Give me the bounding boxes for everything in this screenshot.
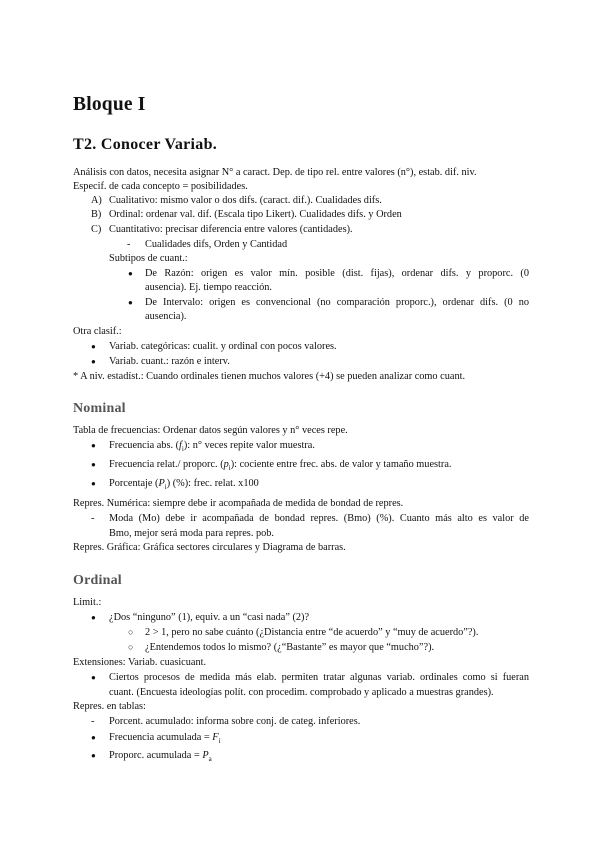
list-label: B) — [91, 209, 102, 220]
body-line: Repres. Numérica: siempre debe ir acompañada de medida de bondad de repres. — [73, 498, 404, 509]
list-item: Variab. cuant.: razón e interv. — [109, 356, 230, 367]
intro-line: Especif. de cada concepto = posibilidades. — [73, 181, 248, 192]
body-line: Repres. en tablas: — [73, 701, 146, 712]
list-label: C) — [91, 224, 102, 235]
page-title: Bloque I — [73, 94, 146, 115]
list-item: 2 > 1, pero no sabe cuánto (¿Distancia entre “de acuerdo” y “muy de acuerdo”?). — [145, 627, 479, 638]
list-item: Frecuencia acumulada = $F_i$ — [109, 732, 221, 746]
bullet-icon: ● — [91, 479, 96, 488]
list-item: ¿Dos “ninguno” (1), equiv. a un “casi nada” (2)? — [109, 612, 310, 623]
list-item: Ordinal: ordenar val. dif. (Escala tipo Likert). Cualidades difs. y Orden — [109, 209, 402, 220]
limit-label: Limit.: — [73, 597, 102, 608]
list-item: Cualitativo: mismo valor o dos difs. (caract. dif.). Cualidades difs. — [109, 195, 382, 206]
bullet-icon: ● — [91, 441, 96, 450]
subtypes-label: Subtipos de cuant.: — [109, 253, 188, 264]
list-item-cont: ausencia). — [145, 311, 187, 322]
bullet-icon: ● — [91, 357, 96, 366]
body-line: Extensiones: Variab. cuasicuant. — [73, 657, 207, 668]
bullet-icon: ● — [91, 673, 96, 682]
list-item: Porcent. acumulado: informa sobre conj. de categ. inferiores. — [109, 716, 361, 727]
bullet-icon: ● — [128, 298, 133, 307]
bullet-icon: ● — [91, 733, 96, 742]
list-item: Moda (Mo) debe ir acompañada de bondad repres. (Bmo) (%). Cuanto más alto es valor de — [109, 513, 529, 524]
intro-line: Análisis con datos, necesita asignar N° a caract. Dep. de tipo rel. entre valores (n°), estab. dif. niv. — [73, 167, 477, 178]
list-item: ¿Entendemos todos lo mismo? (¿“Bastante” es mayor que “mucho”?). — [145, 642, 435, 653]
list-item: De Intervalo: origen es convencional (no comparación proporc.), ordenar difs. (0 no — [145, 297, 529, 308]
bullet-icon: ● — [128, 269, 133, 278]
list-item: Porcentaje $(P_i)$ (%): frec. relat. x100 — [109, 478, 259, 492]
list-item: Frecuencia relat./ proporc. $(p_i)$: cociente entre frec. abs. de valor y tamaño muestra. — [109, 459, 452, 473]
list-item: De Razón: origen es valor mín. posible (dist. fijas), ordenar difs. y proporc. (0 — [145, 268, 529, 279]
list-item: Cualidades difs, Orden y Cantidad — [145, 239, 288, 250]
ordinal-heading: Ordinal — [73, 573, 122, 588]
bullet-icon: ● — [91, 613, 96, 622]
body-line: Repres. Gráfica: Gráfica sectores circulares y Diagrama de barras. — [73, 542, 346, 553]
list-item: Proporc. acumulada = $P_a$ — [109, 750, 212, 764]
note-line: * A niv. estadíst.: Cuando ordinales tienen muchos valores (+4) se pueden analizar como cuant. — [73, 371, 466, 382]
list-item-cont: ausencia). Ej. tiempo reacción. — [145, 282, 272, 293]
circle-bullet-icon: ○ — [128, 642, 134, 652]
circle-bullet-icon: ○ — [128, 627, 134, 637]
list-item: Variab. categóricas: cualit. y ordinal con pocos valores. — [109, 341, 337, 352]
bullet-icon: ● — [91, 751, 96, 760]
bullet-icon: ● — [91, 460, 96, 469]
list-item: Ciertos procesos de medida más elab. permiten tratar algunas variab. ordinales como si fueran — [109, 672, 529, 683]
dash-marker: - — [91, 513, 95, 524]
list-label: A) — [91, 195, 102, 206]
list-item: Frecuencia abs. $(f_i)$: n° veces repite valor muestra. — [109, 440, 315, 454]
dash-marker: - — [127, 239, 131, 250]
list-item: Cuantitativo: precisar diferencia entre valores (cantidades). — [109, 224, 353, 235]
bullet-icon: ● — [91, 342, 96, 351]
list-item-cont: Bmo, mejor será moda para repres. pob. — [109, 528, 274, 539]
body-line: Tabla de frecuencias: Ordenar datos según valores y n° veces repe. — [73, 425, 348, 436]
dash-marker: - — [91, 716, 95, 727]
nominal-heading: Nominal — [73, 401, 126, 416]
other-label: Otra clasif.: — [73, 326, 122, 337]
section-heading: T2. Conocer Variab. — [73, 136, 218, 153]
list-item-cont: cuant. (Encuesta ideologías polít. con procedim. comprobado y aplicado a muestras grandes). — [109, 687, 494, 698]
